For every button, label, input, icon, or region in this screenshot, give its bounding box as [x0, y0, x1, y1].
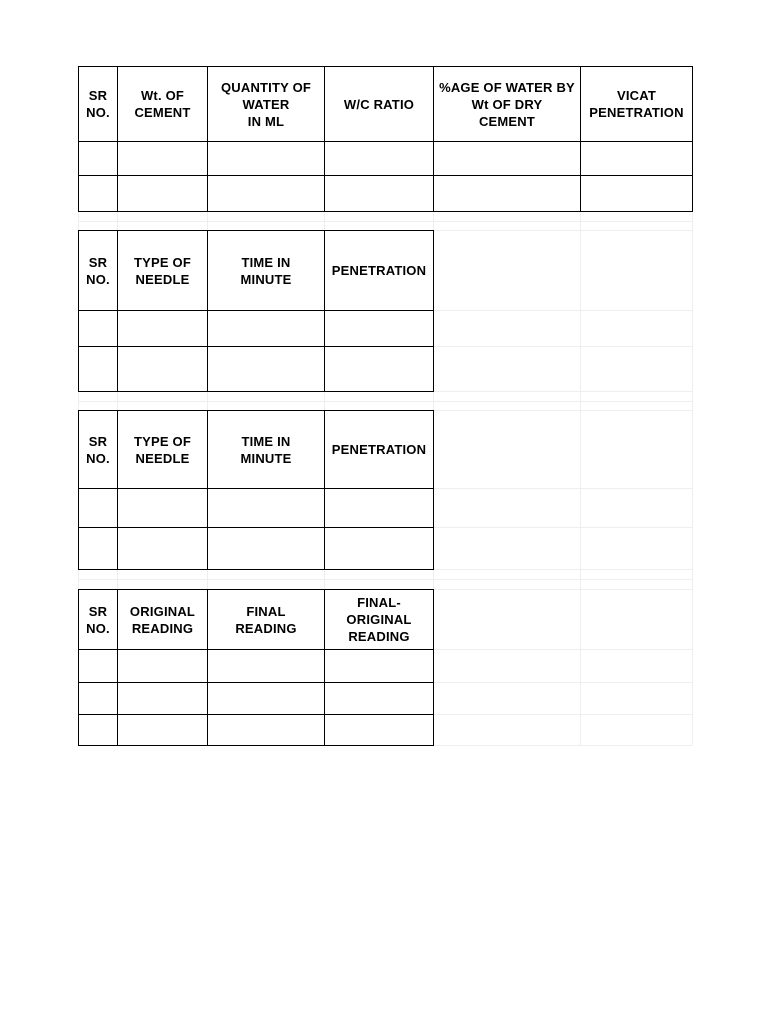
- table-cell[interactable]: [78, 488, 118, 528]
- header-cell: TIME IN MINUTE: [207, 410, 325, 489]
- table-cell[interactable]: [117, 175, 208, 212]
- table-cell[interactable]: [324, 310, 434, 347]
- table-cell[interactable]: [78, 527, 118, 570]
- table-cell[interactable]: [324, 175, 434, 212]
- gridline-horizontal: [78, 579, 692, 580]
- table-cell[interactable]: [78, 346, 118, 392]
- table-cell[interactable]: [207, 527, 325, 570]
- header-cell: SR NO.: [78, 66, 118, 142]
- table-cell[interactable]: [117, 714, 208, 746]
- table-cell[interactable]: [207, 649, 325, 683]
- table-cell[interactable]: [78, 310, 118, 347]
- table-cell[interactable]: [324, 141, 434, 176]
- table-cell[interactable]: [117, 649, 208, 683]
- table-cell[interactable]: [207, 346, 325, 392]
- table-cell[interactable]: [324, 714, 434, 746]
- table-cell[interactable]: [324, 682, 434, 715]
- table-cell[interactable]: [117, 682, 208, 715]
- table-cell[interactable]: [207, 488, 325, 528]
- table-cell[interactable]: [207, 141, 325, 176]
- table-cell[interactable]: [78, 175, 118, 212]
- table-cell[interactable]: [117, 346, 208, 392]
- table-cell[interactable]: [433, 141, 581, 176]
- header-cell: SR NO.: [78, 410, 118, 489]
- header-cell: SR NO.: [78, 589, 118, 650]
- header-cell: PENETRATION: [324, 230, 434, 311]
- table-cell[interactable]: [324, 346, 434, 392]
- table-cell[interactable]: [324, 488, 434, 528]
- table-cell[interactable]: [117, 141, 208, 176]
- table-cell[interactable]: [117, 310, 208, 347]
- table-cell[interactable]: [433, 175, 581, 212]
- header-cell: PENETRATION: [324, 410, 434, 489]
- gridline-horizontal: [78, 401, 692, 402]
- header-cell: TYPE OF NEEDLE: [117, 230, 208, 311]
- table-cell[interactable]: [78, 141, 118, 176]
- table-cell[interactable]: [207, 175, 325, 212]
- table-cell[interactable]: [580, 141, 693, 176]
- table-cell[interactable]: [78, 649, 118, 683]
- table-cell[interactable]: [117, 488, 208, 528]
- header-cell: TIME IN MINUTE: [207, 230, 325, 311]
- table-cell[interactable]: [324, 527, 434, 570]
- header-cell: %AGE OF WATER BY Wt OF DRY CEMENT: [433, 66, 581, 142]
- table-cell[interactable]: [207, 714, 325, 746]
- table-cell[interactable]: [117, 527, 208, 570]
- table-cell[interactable]: [78, 714, 118, 746]
- header-cell: TYPE OF NEEDLE: [117, 410, 208, 489]
- header-cell: SR NO.: [78, 230, 118, 311]
- table-cell[interactable]: [324, 649, 434, 683]
- header-cell: ORIGINAL READING: [117, 589, 208, 650]
- header-cell: QUANTITY OF WATER IN ML: [207, 66, 325, 142]
- header-cell: Wt. OF CEMENT: [117, 66, 208, 142]
- header-cell: FINAL READING: [207, 589, 325, 650]
- header-cell: W/C RATIO: [324, 66, 434, 142]
- header-cell: FINAL-ORIGINAL READING: [324, 589, 434, 650]
- table-cell[interactable]: [207, 682, 325, 715]
- table-cell[interactable]: [580, 175, 693, 212]
- table-cell[interactable]: [78, 682, 118, 715]
- header-cell: VICAT PENETRATION: [580, 66, 693, 142]
- table-cell[interactable]: [207, 310, 325, 347]
- gridline-horizontal: [78, 221, 692, 222]
